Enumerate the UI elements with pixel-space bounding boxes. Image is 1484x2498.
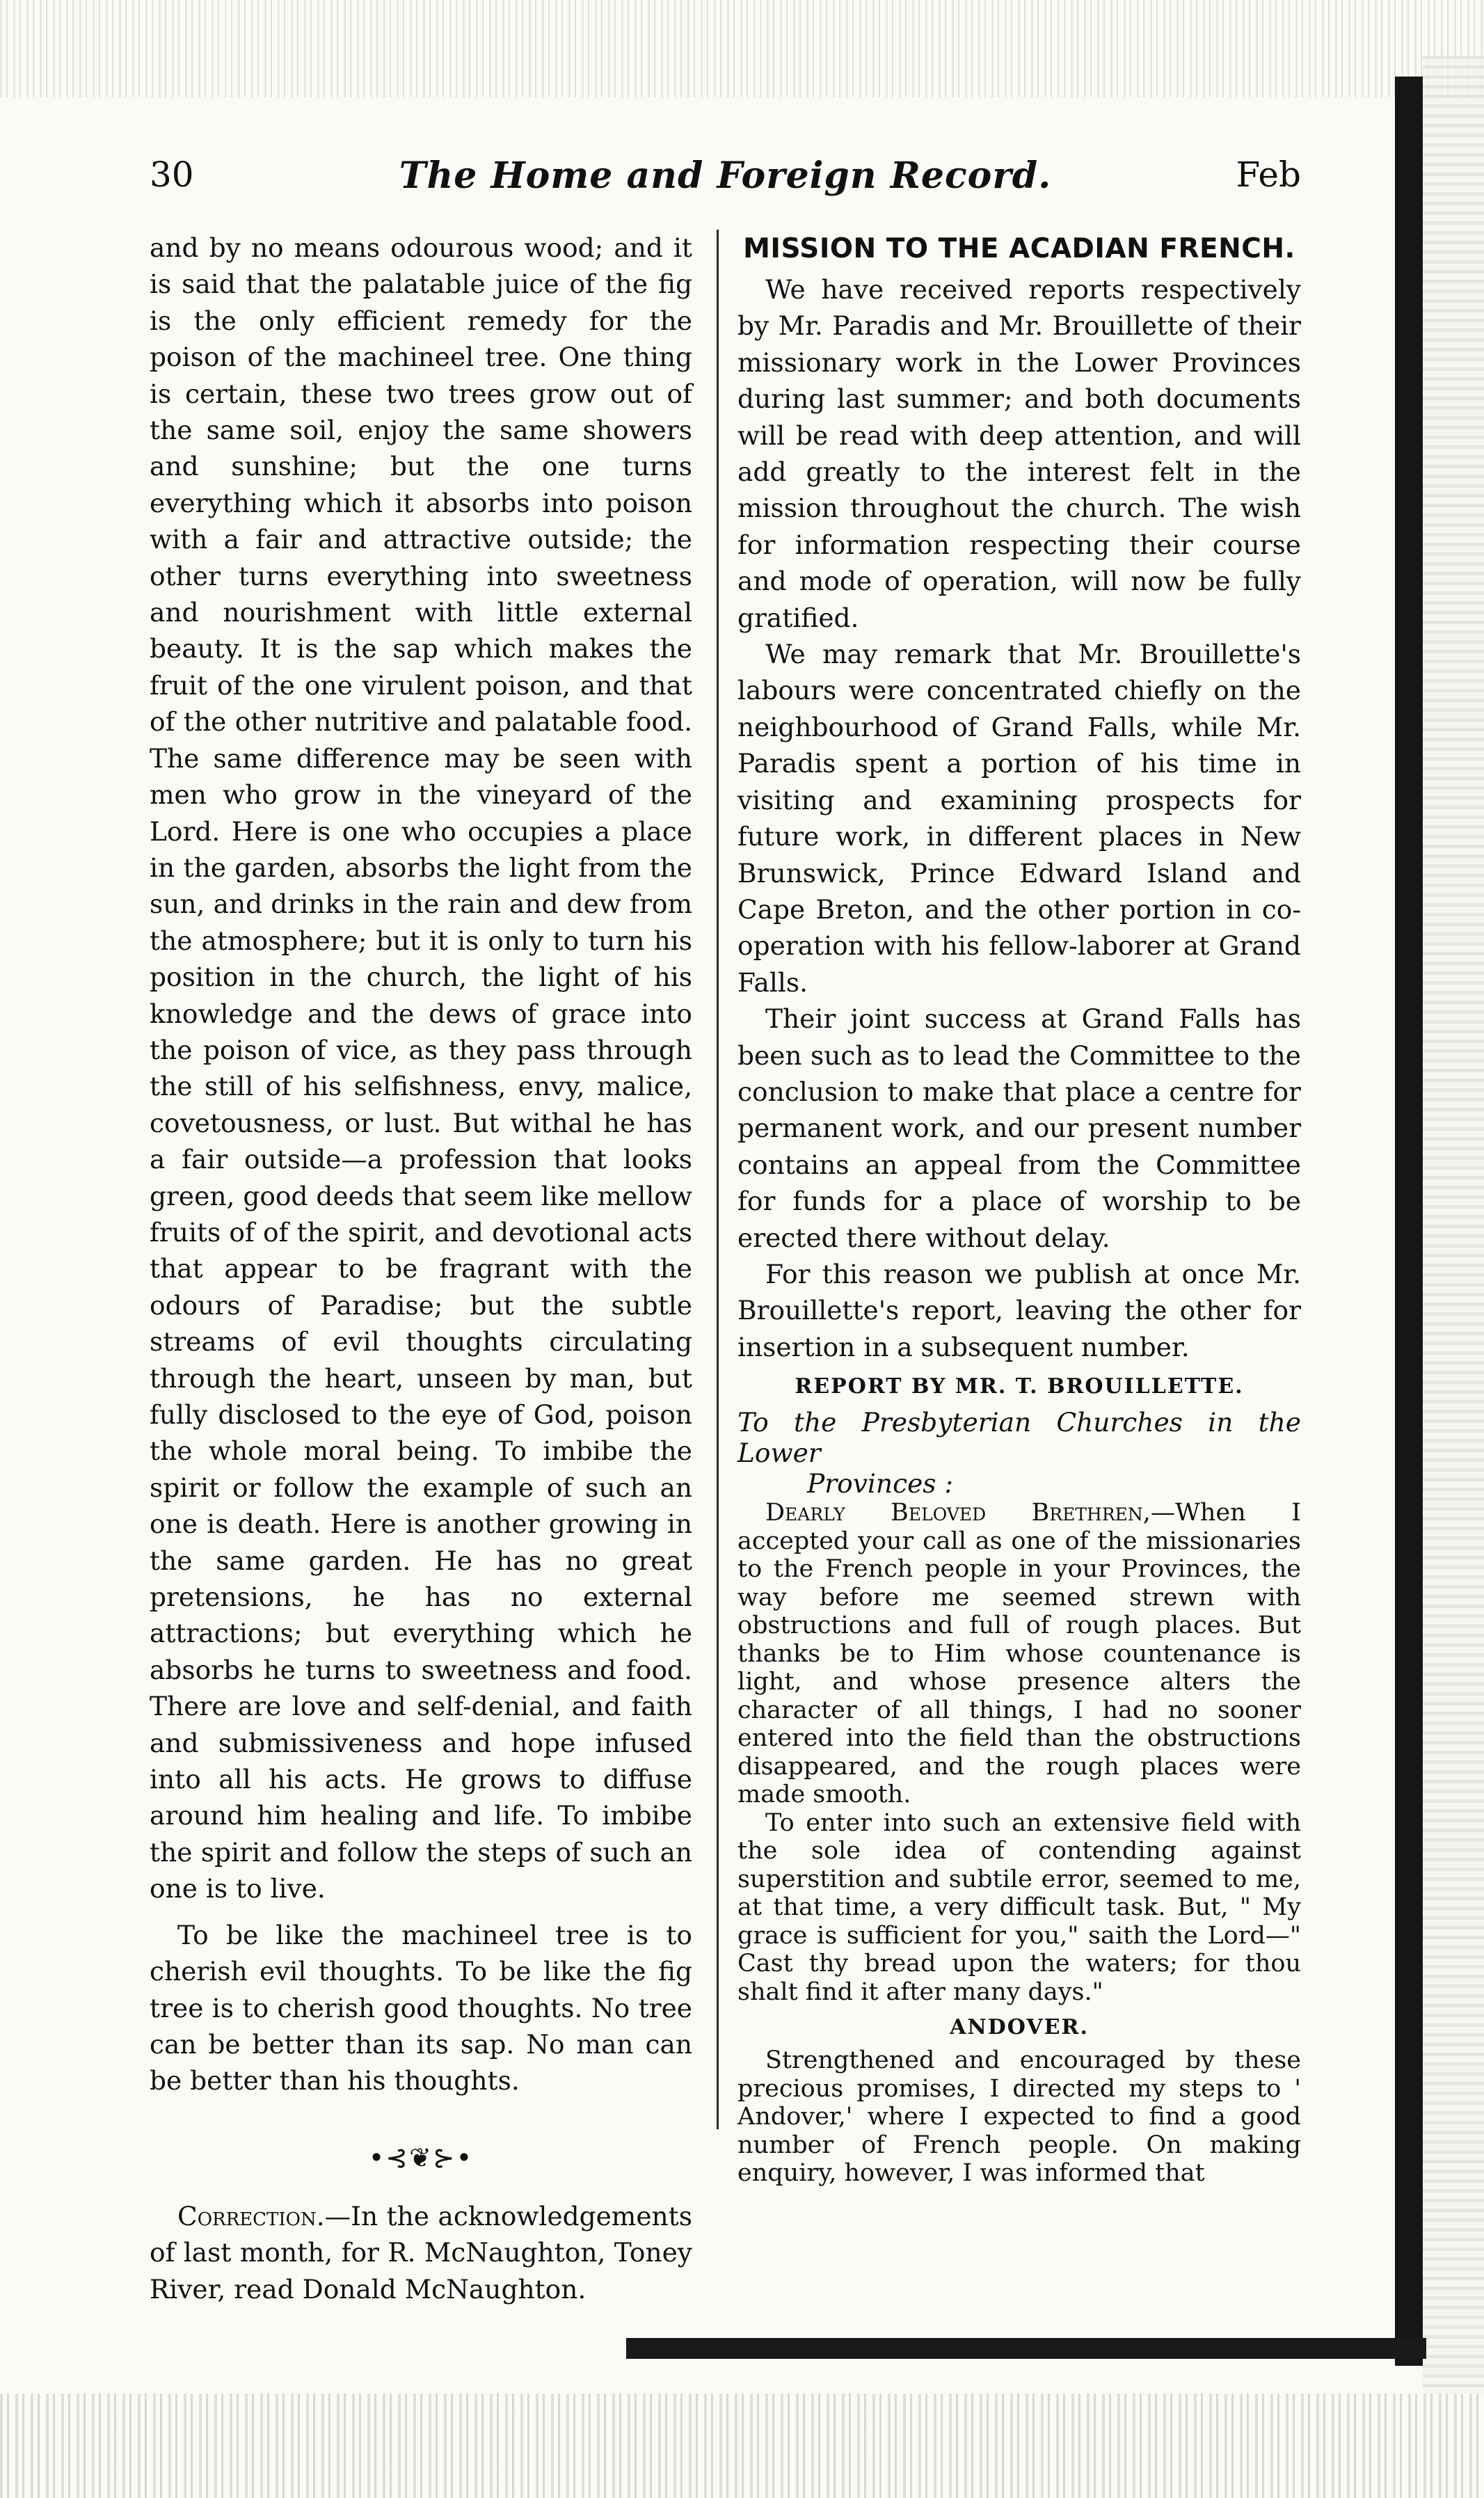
body-paragraph: We may remark that Mr. Brouillette's labours were concentrated chiefly on the neighbourhood of Grand Falls, while Mr. Paradis spent a portion of his time in visiting and examining prospects for future work, in different places in New Brunswick, Prince Edward Island and Cape Breton, and the other portion in co-operation with his fellow-laborer at Grand Falls. [737, 639, 1301, 998]
page-header [150, 154, 1301, 210]
address-line: Provinces : [807, 1468, 954, 1499]
correction-label: Correction. [177, 2200, 325, 2232]
page-binding-shadow [1395, 77, 1423, 2366]
page-number: 30 [150, 154, 194, 195]
journal-title: The Home and Foreign Record. [399, 154, 1052, 197]
scan-noise-top [0, 0, 1484, 97]
right-column [737, 230, 1301, 2188]
correction-note [150, 2198, 692, 2307]
salutation: Dearly Beloved Brethren, [765, 1499, 1151, 1527]
scan-edge-right [1423, 56, 1484, 2394]
andover-heading: ANDOVER. [950, 2015, 1089, 2040]
letter-text: —When I accepted your call as one of the missionaries to the French people in your Provinces, the way before me seemed strewn with obstructions and full of rough places. But thanks be to Him whose countenance is light, and whose presence alters the character of all things, I had no sooner entered into the field than the obstructions disappeared, and the rough places were made smooth. [737, 1499, 1301, 1809]
left-column [150, 230, 692, 2307]
report-heading: REPORT BY MR. T. BROUILLETTE. [795, 1374, 1244, 1399]
section-title: MISSION TO THE ACADIAN FRENCH. [743, 233, 1295, 264]
scan-noise-bottom [0, 2394, 1484, 2498]
body-paragraph: Their joint success at Grand Falls has been such as to lead the Committee to the conclusion to make that place a centre for permanent work, and our present number contains an appeal from the Committee for funds for a place of worship to be erected there without delay. [737, 1003, 1301, 1253]
letter-paragraph [737, 1499, 1301, 1809]
letter-paragraph: To enter into such an extensive field with the sole idea of contending against superstition and subtile error, seemed to me, at that time, a very difficult task. But, " My grace is sufficient for you," saith the Lord—" Cast thy bread upon the waters; for thou shalt find it after many days." [737, 1808, 1301, 2006]
address-line: To the Presbyterian Churches in the Lower [737, 1407, 1301, 1469]
body-paragraph: To be like the machineel tree is to cherish evil thoughts. To be like the fig tree is to cherish good thoughts. No tree can be better than its sap. No man can be better than his thoughts. [150, 1919, 692, 2097]
body-paragraph: For this reason we publish at once Mr. Brouillette's report, leaving the other for insertion in a subsequent number. [737, 1258, 1301, 1362]
correction-text: —In the acknowledgements of last month, for R. McNaughton, Toney River, read Donald McNaughton. [150, 2200, 692, 2305]
column-divider [717, 230, 719, 2129]
ornament-divider: •⊰❦⊱• [368, 2142, 474, 2173]
page-bottom-shadow [626, 2338, 1426, 2359]
page-month: Feb [1236, 154, 1301, 195]
letter-address [737, 1407, 1301, 1499]
body-paragraph: We have received reports respectively by Mr. Paradis and Mr. Brouillette of their missionary work in the Lower Provinces during last summer; and both documents will be read with deep attention, and will add greatly to the interest felt in the mission throughout the church. The wish for information respecting their course and mode of operation, will now be fully gratified. [737, 274, 1301, 633]
letter-paragraph: Strengthened and encouraged by these precious promises, I directed my steps to ' Andover,' where I expected to find a good number of French people. On making enquiry, however, I was informed that [737, 2046, 1301, 2188]
body-paragraph: and by no means odourous wood; and it is said that the palatable juice of the fig is the only efficient remedy for the poison of the machineel tree. One thing is certain, these two trees grow out of the same soil, enjoy the same showers and sunshine; but the one turns everything which it absorbs into poison with a fair and attractive outside; the other turns everything into sweetness and nourishment with little external beauty. It is the sap which makes the fruit of the one virulent poison, and that of the other nutritive and palatable food. The same difference may be seen with men who grow in the vineyard of the Lord. Here is one who occupies a place in the garden, absorbs the light from the sun, and drinks in the rain and dew from the atmosphere; but it is only to turn his position in the church, the light of his knowledge and the dews of grace into the poison of vice, as they pass through the still of his selfishness, envy, malice, covetousness, or lust. But withal he has a fair outside—a profession that looks green, good deeds that seem like mellow fruits of of the spirit, and devotional acts that appear to be fragrant with the odours of Paradise; but the subtle streams of evil thoughts circulating through the heart, unseen by man, but fully disclosed to the eye of God, poison the whole moral being. To imbibe the spirit or follow the example of such an one is death. Here is another growing in the same garden. He has no great pretensions, he has no external attractions; but everything which he absorbs he turns to sweetness and food. There are love and self-denial, and faith and submissiveness and hope infused into all his acts. He grows to diffuse around him healing and life. To imbibe the spirit and follow the steps of such an one is to live. [150, 232, 692, 1904]
